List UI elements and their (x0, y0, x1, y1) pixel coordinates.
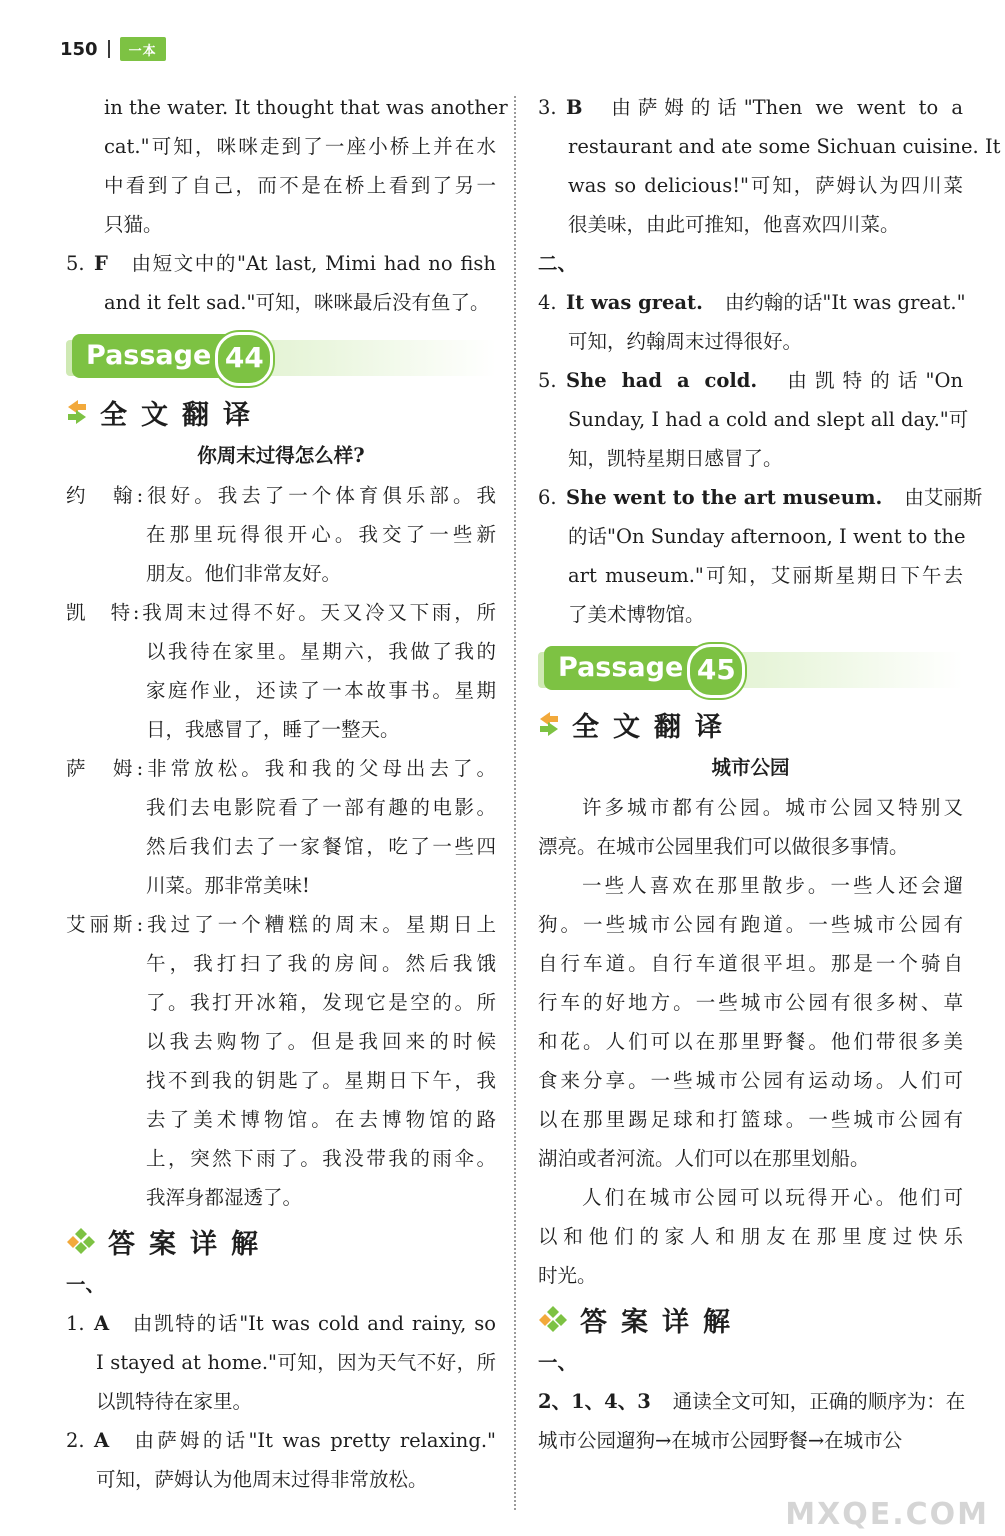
item-text: 由艾丽斯 (904, 486, 983, 509)
section-marker: 一、 (66, 1273, 106, 1296)
dialog-text: 我过了一个糟糕的周末。星期日上 (143, 913, 496, 936)
text-line: 以和他们的家人和朋友在那里度过快乐 (538, 1225, 963, 1248)
speaker-name: 约 翰: (66, 484, 144, 507)
dialog-text: 非常放松。我和我的父母出去了。 (143, 757, 496, 780)
item-text: 由短文中的"At last, Mimi had no fish (129, 252, 496, 275)
text-line: 狗。一些城市公园有跑道。一些城市公园有 (538, 913, 963, 936)
dialog-line (66, 905, 496, 944)
right-column (538, 88, 1001, 1460)
answers-heading-text: 答案详解 (580, 1306, 744, 1338)
item-answer: She went to the art museum. (566, 486, 883, 509)
passage-banner (66, 334, 496, 380)
item-number: 1. (66, 1312, 85, 1335)
item-answer: She had a cold. (566, 369, 758, 392)
speaker-name: 凯 特: (66, 601, 140, 624)
translation-heading-text: 全文翻译 (572, 711, 736, 743)
translation-heading (538, 700, 963, 748)
paragraph (538, 866, 963, 1178)
text-line: 漂亮。在城市公园里我们可以做很多事情。 (538, 835, 909, 858)
answer-item (538, 361, 963, 400)
dialog-block (66, 476, 496, 1217)
dialog-line: 以我待在家里。星期六，我做了我的 (146, 640, 496, 663)
text-line: 湖泊或者河流。人们可以在那里划船。 (538, 1147, 870, 1170)
paragraph (538, 788, 963, 866)
dialog-line (66, 749, 496, 788)
passage-title: 城市公园 (711, 756, 790, 779)
passage-label-text: Passage (86, 340, 212, 371)
answer-item (538, 283, 966, 322)
paragraph (538, 1178, 963, 1295)
watermark-text: MXQE.COM (785, 1497, 989, 1532)
text-line: Sunday, I had a cold and slept all day."可 (568, 408, 969, 431)
dialog-line: 我们去电影院看了一部有趣的电影。 (146, 796, 496, 819)
text-line: 只猫。 (104, 213, 163, 236)
page-header (60, 34, 166, 64)
item-text: 由凯特的话"On (779, 369, 964, 392)
dialog-line: 午，我打扫了我的房间。然后我饿 (146, 952, 496, 975)
item-number: 4. (538, 291, 557, 314)
item-answer: A (94, 1312, 110, 1335)
text-line: 一些人喜欢在那里散步。一些人还会遛 (582, 874, 963, 897)
text-line: 可知，约翰周末过得很好。 (568, 330, 803, 353)
text-line: 以在那里踢足球和打篮球。一些城市公园有 (538, 1108, 963, 1131)
speaker-name: 萨 姆: (66, 757, 144, 780)
diamond-cluster-icon (538, 1305, 568, 1333)
item-answer: A (94, 1429, 110, 1452)
answers-heading-text: 答案详解 (108, 1228, 272, 1260)
item-text: 由萨姆的话"It was pretty relaxing." (131, 1429, 496, 1452)
translation-heading (66, 388, 496, 436)
answer-item (538, 1382, 966, 1421)
left-column (66, 88, 508, 1499)
item-number: 6. (538, 486, 557, 509)
passage-number: 45 (687, 644, 745, 698)
dialog-text: 我周末过得不好。天又冷又下雨，所 (139, 601, 496, 624)
page-number: 150 (60, 38, 98, 60)
text-line: and it felt sad."可知，咪咪最后没有鱼了。 (104, 291, 490, 314)
answer-item (66, 1304, 496, 1343)
dialog-line: 了。我打开冰箱，发现它是空的。所 (146, 991, 496, 1014)
dialog-line: 然后我们去了一家餐馆，吃了一些四 (146, 835, 496, 858)
item-answer: F (94, 252, 108, 275)
text-line: in the water. It thought that was another (104, 96, 508, 119)
item-answer: 2、1、4、3 (538, 1390, 651, 1413)
dialog-line: 日，我感冒了，睡了一整天。 (146, 718, 400, 741)
text-line: was so delicious!"可知，萨姆认为四川菜 (568, 174, 963, 197)
item-number: 5. (66, 252, 85, 275)
dialog-line: 朋友。他们非常友好。 (146, 562, 342, 585)
dialog-line: 川菜。那非常美味! (146, 874, 310, 897)
text-line: 自行车道。自行车道很平坦。那是一个骑自 (538, 952, 963, 975)
text-line: 城市公园遛狗→在城市公园野餐→在城市公 (538, 1429, 903, 1452)
translation-heading-text: 全文翻译 (100, 399, 264, 431)
dialog-text: 很好。我去了一个体育俱乐部。我 (143, 484, 496, 507)
item-text: 由约翰的话"It was great." (724, 291, 966, 314)
text-line: art museum."可知，艾丽斯星期日下午去 (568, 564, 963, 587)
text-line: restaurant and ate some Sichuan cuisine. It (568, 135, 1001, 158)
text-line: 许多城市都有公园。城市公园又特别又 (582, 796, 963, 819)
text-line: I stayed at home."可知，因为天气不好，所 (96, 1351, 496, 1374)
answer-item (538, 88, 963, 127)
text-line: 人们在城市公园可以玩得开心。他们可 (582, 1186, 963, 1209)
item-answer: B (566, 96, 583, 119)
text-line: 的话"On Sunday afternoon, I went to the (568, 525, 966, 548)
item-text: 由萨姆的话"Then we went to a (604, 96, 963, 119)
text-line: 行车的好地方。一些城市公园有很多树、草 (538, 991, 963, 1014)
answer-item (66, 1421, 496, 1460)
dialog-line: 以我去购物了。但是我回来的时候 (146, 1030, 496, 1053)
diamond-cluster-icon (66, 1227, 96, 1255)
dialog-line: 找不到我的钥匙了。星期日下午，我 (146, 1069, 496, 1092)
item-text: 通读全文可知，正确的顺序为：在 (672, 1390, 966, 1413)
answer-item (66, 244, 496, 283)
text-line: 食来分享。一些城市公园有运动场。人们可 (538, 1069, 963, 1092)
text-line: 和花。人们可以在那里野餐。他们带很多美 (538, 1030, 963, 1053)
passage-label (72, 334, 267, 378)
item-number: 2. (66, 1429, 85, 1452)
header-divider (108, 40, 110, 58)
passage-title: 你周末过得怎么样? (197, 444, 365, 467)
text-line: 中看到了自己，而不是在桥上看到了另一 (104, 174, 496, 197)
dialog-line (66, 476, 496, 515)
passage-label-text: Passage (558, 652, 684, 683)
dialog-line: 上，突然下雨了。我没带我的雨伞。 (146, 1147, 496, 1170)
text-line: 时光。 (538, 1264, 597, 1287)
dialog-line: 我浑身都湿透了。 (146, 1186, 303, 1209)
item-number: 3. (538, 96, 557, 119)
speaker-name: 艾丽斯: (66, 913, 144, 936)
item-number: 5. (538, 369, 557, 392)
answers-heading (538, 1295, 963, 1343)
swap-arrows-icon (538, 711, 560, 737)
section-marker: 一、 (538, 1351, 578, 1374)
dialog-line (66, 593, 496, 632)
item-answer: It was great. (566, 291, 703, 314)
passage-banner (538, 646, 963, 692)
text-line: 很美味，由此可推知，他喜欢四川菜。 (568, 213, 900, 236)
passage-label (544, 646, 739, 690)
section-marker: 二、 (538, 252, 578, 275)
text-line: 以凯特待在家里。 (96, 1390, 253, 1413)
column-divider (514, 96, 516, 1510)
passage-number: 44 (215, 332, 273, 386)
item-text: 由凯特的话"It was cold and rainy, so (131, 1312, 496, 1335)
text-line: 了美术博物馆。 (568, 603, 705, 626)
swap-arrows-icon (66, 399, 88, 425)
text-line: cat."可知，咪咪走到了一座小桥上并在水 (104, 135, 496, 158)
watermark (785, 1454, 999, 1534)
answer-item (538, 478, 983, 517)
dialog-line: 在那里玩得很开心。我交了一些新 (146, 523, 496, 546)
answers-heading (66, 1217, 496, 1265)
dialog-line: 家庭作业，还读了一本故事书。星期 (146, 679, 496, 702)
text-line: 知，凯特星期日感冒了。 (568, 447, 783, 470)
dialog-line: 去了美术博物馆。在去博物馆的路 (146, 1108, 496, 1131)
brand-logo: 一本 (120, 37, 166, 61)
text-line: 可知，萨姆认为他周末过得非常放松。 (96, 1468, 428, 1491)
